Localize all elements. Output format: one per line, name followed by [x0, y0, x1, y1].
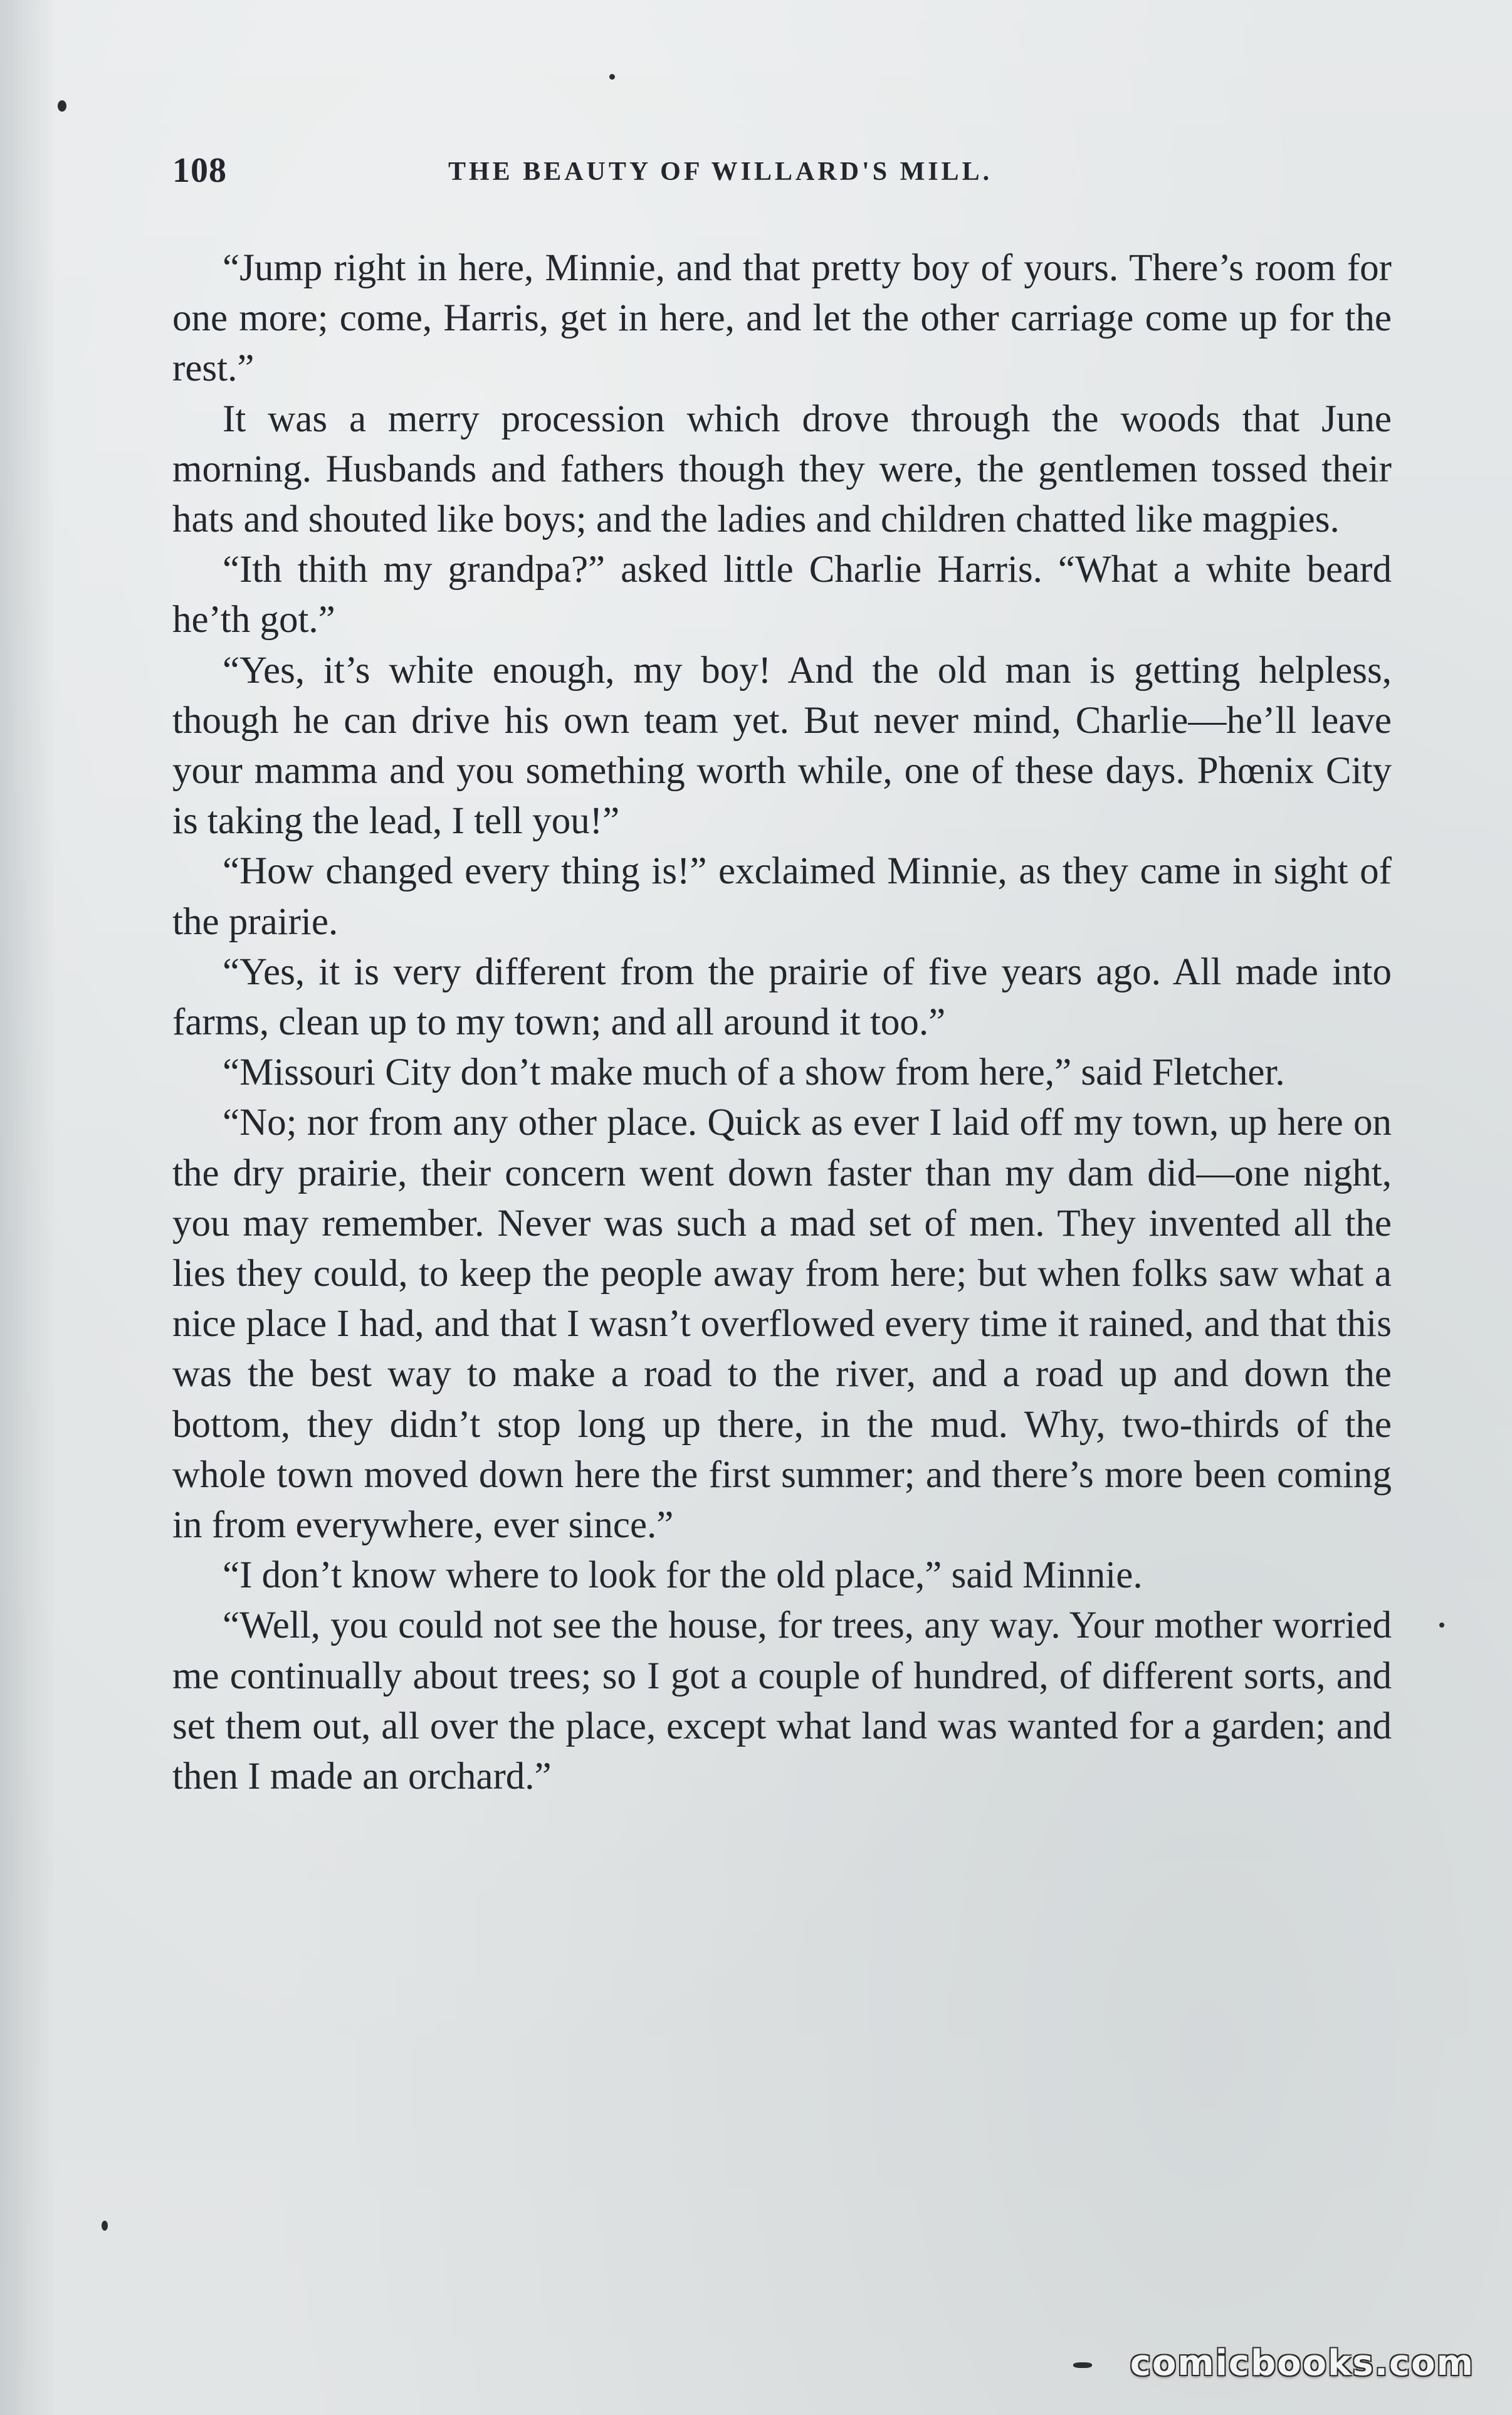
paragraph: It was a merry procession which drove through the woods that June morning. Husbands and fathers though they were, the gentlemen tossed their hats and shouted like boys; and the ladies and children chatted like magpies. [172, 397, 1392, 541]
ink-speck [609, 74, 615, 80]
paragraph: “Well, you could not see the house, for trees, any way. Your mother worried me continually about trees; so I got a couple of hundred, of different sorts, and set them out, all over the place, except what land was wanted for a garden; and then I made an orchard.” [172, 1604, 1392, 1798]
watermark: comicbooks.com [1130, 2343, 1474, 2384]
page-number: 108 [172, 151, 227, 190]
page-edge-shadow [0, 0, 56, 2415]
paragraph: “Yes, it is very different from the prairie of five years ago. All made into farms, clean up to my town; and all around it too.” [172, 950, 1392, 1044]
ink-speck [102, 2221, 108, 2231]
ink-speck [1439, 1623, 1444, 1628]
paragraph: “I don’t know where to look for the old place,” said Minnie. [223, 1554, 1143, 1597]
paragraph: “No; nor from any other place. Quick as ever I laid off my town, up here on the dry prairie, their concern went down faster than my dam did—one night, you may remember. Never was such a mad set of men. They invented all the lies they could, to keep the people away from here; but when folks saw what a nice place I had, and that I wasn’t overflowed every time it rained, and that this was the best way to make a road to the river, and a road up and down the bottom, they didn’t stop long up there, in the mud. Why, two-thirds of the whole town moved down here the first summer; and there’s more been coming in from everywhere, ever since.” [172, 1102, 1392, 1547]
paragraph: “Jump right in here, Minnie, and that pretty boy of yours. There’s room for one more; come, Harris, get in here, and let the other carriage come up for the rest.” [172, 247, 1392, 390]
paragraph: “Ith thith my grandpa?” asked little Charlie Harris. “What a white beard he’th got.” [172, 549, 1392, 641]
running-head [172, 150, 1401, 201]
paragraph: “Yes, it’s white enough, my boy! And the old man is getting helpless, though he can drive his own team yet. But never mind, Charlie—he’ll leave your mamma and you something worth while, one of these days. Phœnix City is taking the lead, I tell you!” [172, 649, 1392, 843]
ink-speck [1073, 2362, 1092, 2368]
paragraph: “How changed every thing is!” exclaimed Minnie, as they came in sight of the prairie. [172, 850, 1392, 943]
paragraph: “Missouri City don’t make much of a show from here,” said Fletcher. [223, 1051, 1285, 1094]
ink-speck [58, 100, 66, 112]
body-text [172, 243, 1392, 1802]
running-title: THE BEAUTY OF WILLARD'S MILL. [448, 157, 993, 186]
